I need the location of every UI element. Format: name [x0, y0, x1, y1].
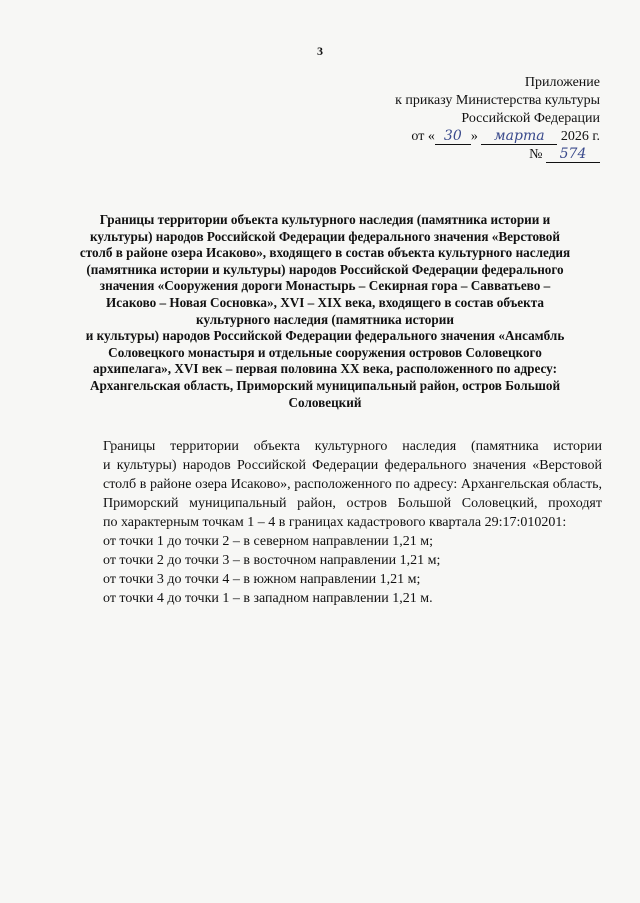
title-line: Соловецкий: [288, 394, 362, 410]
title-line: культурного наследия (памятника истории: [196, 311, 454, 327]
boundary-segment-item: от точки 1 до точки 2 – в северном направлении 1,21 м;: [103, 534, 433, 549]
boundary-segment-item: от точки 4 до точки 1 – в западном направлении 1,21 м.: [103, 591, 433, 606]
approval-block: [300, 74, 600, 164]
title-line: столб в районе озера Исаково», входящего в состав объекта культурного наследия: [79, 245, 571, 261]
boundary-segment-item: от точки 3 до точки 4 – в южном направлении 1,21 м;: [103, 572, 421, 587]
date-month-blank: [481, 129, 557, 145]
number-handwritten: 574: [559, 146, 587, 162]
approval-date-line: [300, 128, 600, 146]
date-month-handwritten: марта: [494, 128, 545, 144]
date-year: 2026 г.: [560, 129, 600, 144]
paragraph-line: Границы территории объекта культурного наследия (памятника истории: [103, 439, 602, 454]
paragraph-line: и культуры) народов Российской Федерации федерального значения «Верстовой: [103, 458, 602, 473]
paragraph-line: по характерным точкам 1 – 4 в границах кадастрового квартала 29:17:010201:: [103, 515, 567, 530]
paragraph-line: столб в районе озера Исаково», расположенного по адресу: Архангельская область,: [103, 477, 602, 492]
document-body: [62, 437, 602, 608]
date-prefix: от «: [411, 129, 435, 144]
date-day-blank: [435, 129, 471, 145]
boundary-segment-item: от точки 2 до точки 3 – в восточном направлении 1,21 м;: [103, 553, 441, 568]
title-line: значения «Сооружения дороги Монастырь – Секирная гора – Савватьево –: [99, 278, 551, 294]
paragraph-line: Приморский муниципальный район, остров Большой Соловецкий, проходят: [103, 496, 602, 511]
title-line: (памятника истории и культуры) народов Российской Федерации федерального: [86, 261, 564, 277]
title-line: Архангельская область, Приморский муниципальный район, остров Большой: [89, 377, 561, 393]
boundary-description-paragraph: [62, 437, 602, 532]
approval-order-line: к приказу Министерства культуры: [395, 93, 600, 108]
title-line: Границы территории объекта культурного наследия (памятника истории и: [99, 212, 551, 227]
title-line: Соловецкого монастыря и отдельные сооружения островов Соловецкого: [108, 344, 542, 360]
approval-ministry-line: Российской Федерации: [461, 111, 600, 126]
title-line: архипелага», XVI век – первая половина XX века, расположенного по адресу:: [93, 361, 557, 377]
approval-number-line: [300, 146, 600, 164]
title-line: и культуры) народов Российской Федерации федерального значения «Ансамбль: [85, 328, 565, 344]
approval-heading: Приложение: [524, 75, 600, 90]
title-line: Исаково – Новая Сосновка», XVI – XIX века, входящего в состав объекта: [106, 294, 544, 310]
date-day-handwritten: 30: [443, 128, 462, 144]
page-number: 3: [317, 44, 323, 58]
date-mid: »: [470, 129, 478, 144]
title-line: культуры) народов Российской Федерации федерального значения «Верстовой: [90, 228, 560, 244]
number-blank: [546, 147, 600, 163]
number-prefix: №: [529, 147, 543, 162]
document-title: [62, 212, 588, 411]
